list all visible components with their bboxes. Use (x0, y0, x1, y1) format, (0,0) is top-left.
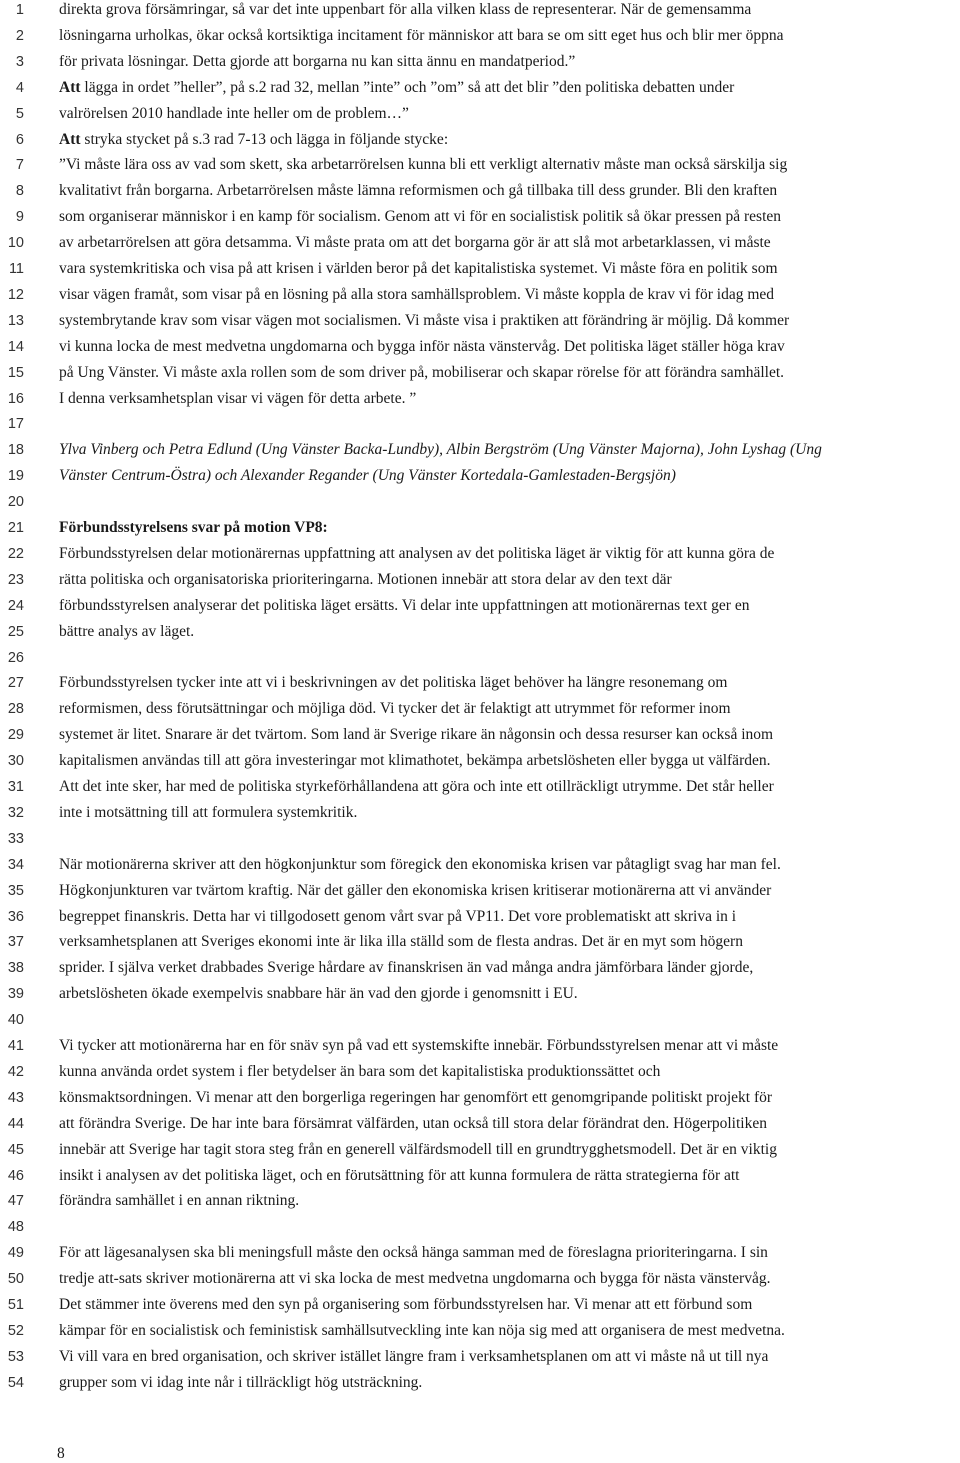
text-line: Att stryka stycket på s.3 rad 7-13 och lägga in följande stycke: (59, 130, 449, 148)
line-number: 41 (7, 1038, 24, 1054)
line-number: 26 (7, 649, 24, 666)
text-line: För att lägesanalysen ska bli meningsfull måste den också hänga samman med de föreslagna prioriteringarna. I sin (59, 1244, 768, 1262)
text-line: I denna verksamhetsplan visar vi vägen för detta arbete. ” (59, 389, 417, 407)
line-number: 3 (15, 53, 24, 70)
author-line: Ylva Vinberg och Petra Edlund (Ung Vänster Backa-Lundby), Albin Bergström (Ung Vänster Majorna), John Lyshag (Ung (59, 441, 822, 459)
line-number: 31 (7, 779, 24, 795)
line-number: 23 (7, 571, 24, 588)
line-number: 29 (7, 727, 24, 744)
line-number: 25 (7, 623, 24, 640)
line-number: 49 (7, 1245, 24, 1262)
line-number: 13 (7, 312, 24, 329)
line-number: 7 (15, 157, 24, 174)
line-number: 47 (7, 1193, 24, 1210)
line-number: 11 (8, 261, 24, 277)
line-number: 18 (7, 442, 24, 459)
text-line: reformismen, dess förutsättningar och möjliga död. Vi tycker det är felaktigt att utrymmet för reformer inom (59, 700, 731, 718)
text-line: inte i motsättning till att formulera systemkritik. (59, 803, 358, 821)
line-number: 45 (7, 1141, 24, 1158)
line-number: 20 (7, 494, 24, 511)
text-line: förbundsstyrelsen analyserar det politiska läget ersätts. Vi delar inte uppfattningen att motionärernas text ger en (59, 596, 750, 614)
line-number: 28 (7, 701, 24, 718)
text-line: begreppet finanskris. Detta har vi tillgodosett genom vårt svar på VP11. Det vore problematiskt att skriva in i (59, 907, 737, 925)
line-number: 36 (7, 908, 24, 925)
line-number: 34 (7, 856, 24, 873)
line-number: 44 (7, 1115, 24, 1132)
line-number: 32 (7, 804, 24, 821)
text-line: Högkonjunkturen var tvärtom kraftig. När det gäller den ekonomiska krisen kritiserar motionärerna att vi använder (59, 881, 772, 899)
text-line: Vi vill vara en bred organisation, och skriver istället längre fram i verksamhetsplanen om att vi måste nå ut till nya (59, 1347, 769, 1365)
text-line: rätta politiska och organisatoriska prioriteringarna. Motionen innebär att stora delar av den text där (59, 570, 672, 588)
line-number: 4 (15, 79, 24, 96)
line-number: 38 (7, 960, 24, 977)
line-number: 42 (7, 1063, 24, 1080)
text-line: för privata lösningar. Detta gjorde att borgarna nu kan sitta ännu en mandatperiod.” (59, 52, 576, 70)
line-number: 40 (7, 1012, 24, 1029)
text-line: visar vägen framåt, som visar på en lösning på alla stora samhällsproblem. Vi måste koppla de krav vi för idag med (59, 285, 775, 303)
text-line: insikt i analysen av det politiska läget, och en förutsättning för att kunna formulera de rätta strategierna för att (59, 1166, 740, 1184)
line-number: 22 (7, 545, 24, 562)
line-number: 10 (7, 235, 24, 252)
line-number: 14 (7, 338, 24, 355)
line-number: 19 (7, 468, 24, 485)
text-line: valrörelsen 2010 handlade inte heller om de problem…” (59, 104, 409, 122)
text-line: kvalitativt från borgarna. Arbetarrörelsen måste lämna reformismen och gå tillbaka till dess grunder. Bli den kraften (59, 182, 778, 200)
text-line: systembrytande krav som visar vägen mot socialismen. Vi måste visa i praktiken att förändring är möjlig. Då kommer (59, 311, 790, 329)
text-line: Det stämmer inte överens med den syn på organisering som förbundsstyrelsen har. Vi menar att ett förbund som (59, 1296, 753, 1313)
line-number: 48 (7, 1219, 24, 1236)
line-number: 21 (7, 520, 24, 536)
line-number: 2 (15, 27, 24, 44)
line-number: 53 (7, 1348, 24, 1365)
line-number: 52 (7, 1322, 24, 1339)
line-number: 27 (7, 675, 24, 692)
text-line: att förändra Sverige. De har inte bara försämrat välfärden, utan också till stora delar förändrat den. Högerpolitiken (59, 1114, 767, 1132)
text-line: direkta grova försämringar, så var det inte uppenbart för alla vilken klass de representerar. När de gemensamma (59, 1, 752, 18)
line-number: 33 (7, 830, 24, 847)
text-line: Förbundsstyrelsen delar motionärernas uppfattning att analysen av det politiska läget är viktig för att kunna göra de (59, 544, 775, 562)
text-line: Att lägga in ordet ”heller”, på s.2 rad 32, mellan ”inte” och ”om” så att det blir ”den politiska debatten under (59, 78, 735, 96)
text-line: Att det inte sker, har med de politiska styrkeförhållandena att göra och inte ett otillräckligt utrymme. Det står heller (59, 778, 774, 795)
line-number: 9 (15, 209, 24, 226)
text-line: vara systemkritiska och visa på att krisen i världen beror på det kapitalistiska systemet. Vi måste föra en politik som (59, 260, 778, 277)
text-line: verksamhetsplanen att Sveriges ekonomi inte är lika illa ställd som de flesta andras. Det är en myt som högern (59, 933, 743, 951)
line-number: 46 (7, 1167, 24, 1184)
text-line: av arbetarrörelsen att göra detsamma. Vi måste prata om att det borgarna gör är att slå mot arbetarklassen, vi måste (59, 234, 771, 252)
text-line: på Ung Vänster. Vi måste axla rollen som de som driver på, mobiliserar och skapar rörelse för att förändra samhället. (59, 363, 785, 381)
text-line: tredje att-sats skriver motionärerna att vi ska locka de mest medvetna ungdomarna och bygga för nästa vänstervåg. (59, 1270, 771, 1288)
text-line: som organiserar människor i en kamp för socialism. Genom att vi för en socialistisk politik så ökar pressen på resten (59, 208, 782, 226)
line-number: 43 (7, 1089, 24, 1106)
text-line: vi kunna locka de mest medvetna ungdomarna och bygga inför nästa vänstervåg. Det politiska läget ställer höga krav (59, 337, 785, 355)
text-line: sprider. I själva verket drabbades Sverige hårdare av finanskrisen än vad många andra jämförbara länder gjorde, (59, 959, 754, 977)
line-number: 39 (7, 986, 24, 1003)
text-line: kämpar för en socialistisk och feministisk samhällsutveckling inte kan nöja sig med att organisera de mest medvetna. (59, 1321, 785, 1339)
line-number: 5 (15, 105, 24, 122)
text-line: kapitalismen användas till att göra investeringar mot klimathotet, bekämpa arbetslösheten eller bygga ut välfärden. (59, 752, 771, 770)
line-number: 6 (15, 131, 24, 148)
text-line: innebär att Sverige har tagit stora steg från en generell välfärdsmodell till en grundtrygghetsmodell. Det är en viktig (59, 1140, 777, 1158)
text-line: lösningarna urholkas, ökar också kortsiktiga incitament för människor att bara se om sitt eget hus och blir mer öppna (59, 26, 784, 44)
line-number: 37 (7, 934, 24, 951)
text-line: könsmaktsordningen. Vi menar att den borgerliga regeringen har genomfört ett genomgripande politiskt projekt för (59, 1088, 773, 1106)
text-line: När motionärerna skriver att den högkonjunktur som föregick den ekonomiska krisen var påtagligt svag har man fel. (59, 855, 781, 873)
text-line: ”Vi måste lära oss av vad som skett, ska arbetarrörelsen kunna bli ett verkligt alternativ måste man också särskilja sig (59, 156, 788, 174)
text-line: Förbundsstyrelsen tycker inte att vi i beskrivningen av det politiska läget behöver ha längre resonemang om (59, 674, 728, 692)
line-number: 16 (7, 390, 24, 407)
text-line: förändra samhället i en annan riktning. (59, 1192, 300, 1210)
text-line: Vi tycker att motionärerna har en för snäv syn på vad ett systemskifte innebär. Förbundsstyrelsen menar att vi måste (59, 1037, 779, 1054)
line-number: 12 (7, 286, 24, 303)
page-number: 8 (57, 1445, 65, 1462)
line-number: 35 (7, 882, 24, 899)
line-number: 17 (7, 416, 24, 433)
text-line: kunna använda ordet system i fler betydelser än bara som det kapitalistiska produktionssättet och (59, 1062, 661, 1080)
line-number: 15 (7, 364, 24, 381)
text-line: systemet är litet. Snarare är det tvärtom. Som land är Sverige rikare än någonsin och dessa resurser kan också inom (59, 726, 774, 744)
line-number: 51 (7, 1297, 24, 1313)
section-heading: Förbundsstyrelsens svar på motion VP8: (59, 519, 328, 536)
line-number: 1 (15, 2, 24, 18)
text-line: bättre analys av läget. (59, 622, 195, 640)
text-line: grupper som vi idag inte når i tillräckligt hög utsträckning. (59, 1373, 423, 1391)
text-line: arbetslösheten ökade exempelvis snabbare här än vad den gjorde i genomsnitt i EU. (59, 985, 578, 1003)
line-number: 24 (7, 597, 24, 614)
line-number: 50 (7, 1271, 24, 1288)
line-number: 8 (15, 183, 24, 200)
author-line: Vänster Centrum-Östra) och Alexander Regander (Ung Vänster Kortedala-Gamlestaden-Bergsjön) (59, 467, 676, 485)
line-number: 54 (7, 1374, 24, 1391)
line-number: 30 (7, 753, 24, 770)
